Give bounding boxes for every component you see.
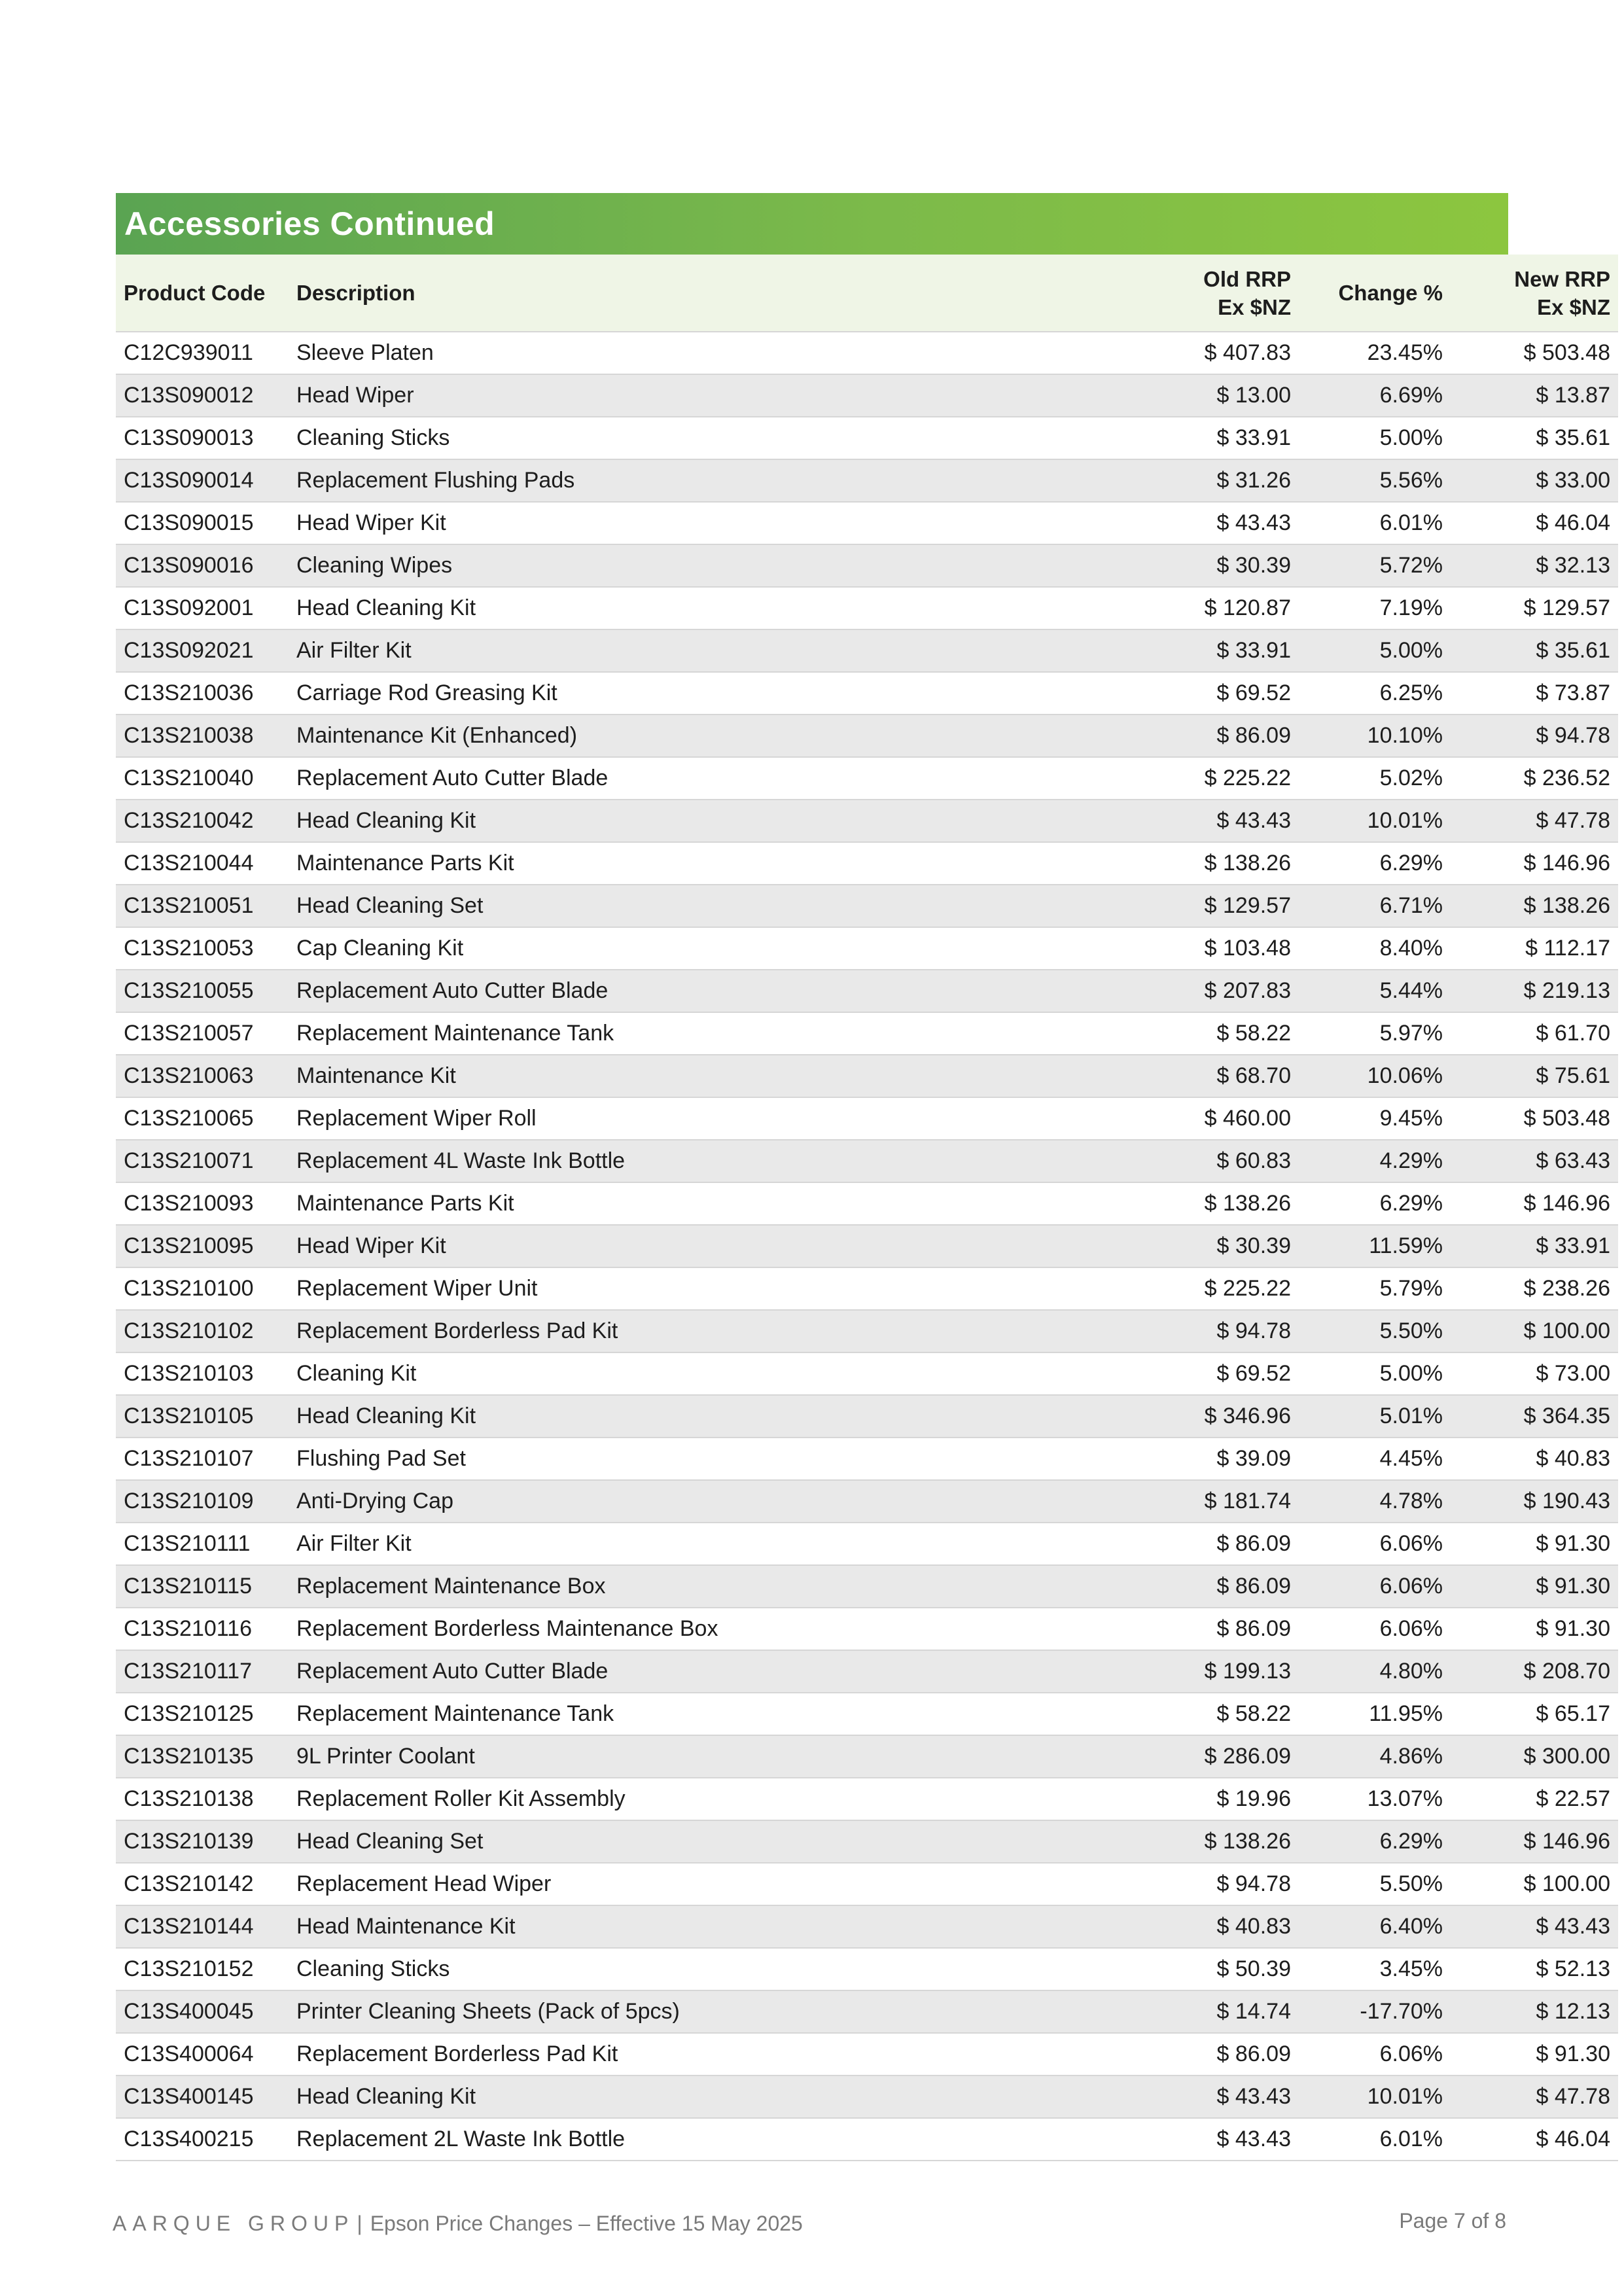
cell-product-code: C13S090015 [124, 510, 254, 535]
table-row [116, 1905, 1618, 1948]
cell-description: Replacement Maintenance Tank [296, 1701, 614, 1726]
cell-description: Sleeve Platen [296, 340, 434, 365]
cell-old-rrp: $ 50.39 [1216, 1956, 1291, 1981]
cell-old-rrp: $ 43.43 [1216, 2127, 1291, 2151]
table-row [116, 1565, 1618, 1608]
cell-product-code: C13S210102 [124, 1318, 254, 1343]
cell-description: Cap Cleaning Kit [296, 936, 464, 961]
cell-change: 4.29% [1379, 1148, 1443, 1173]
cell-product-code: C13S090016 [124, 553, 254, 578]
cell-old-rrp: $ 60.83 [1216, 1148, 1291, 1173]
table-row [116, 2118, 1618, 2161]
cell-change: 5.79% [1379, 1276, 1443, 1301]
cell-new-rrp: $ 73.00 [1536, 1361, 1610, 1386]
table-row [116, 332, 1618, 374]
cell-old-rrp: $ 94.78 [1216, 1318, 1291, 1343]
table-row [116, 715, 1618, 757]
cell-old-rrp: $ 69.52 [1216, 1361, 1291, 1386]
table-row [116, 842, 1618, 885]
cell-new-rrp: $ 33.91 [1536, 1233, 1610, 1258]
cell-old-rrp: $ 460.00 [1204, 1106, 1291, 1131]
table-row [116, 587, 1618, 629]
cell-product-code: C13S400045 [124, 1999, 254, 2024]
cell-old-rrp: $ 69.52 [1216, 680, 1291, 705]
cell-old-rrp: $ 407.83 [1204, 340, 1291, 365]
table-row [116, 1395, 1618, 1438]
cell-product-code: C13S210144 [124, 1914, 254, 1939]
cell-change: 6.01% [1379, 510, 1443, 535]
cell-description: Cleaning Wipes [296, 553, 453, 578]
price-table [116, 255, 1618, 2161]
cell-product-code: C13S210116 [124, 1616, 252, 1641]
cell-description: Replacement Auto Cutter Blade [296, 766, 609, 790]
cell-old-rrp: $ 138.26 [1204, 1829, 1291, 1854]
cell-new-rrp: $ 138.26 [1523, 893, 1610, 918]
cell-old-rrp: $ 86.09 [1216, 723, 1291, 748]
footer-document-title: Epson Price Changes – Effective 15 May 2025 [370, 2212, 803, 2235]
table-row [116, 1990, 1618, 2033]
cell-change: 5.72% [1379, 553, 1443, 578]
cell-new-rrp: $ 91.30 [1536, 1616, 1610, 1641]
cell-product-code: C13S210095 [124, 1233, 254, 1258]
cell-new-rrp: $ 61.70 [1536, 1021, 1610, 1046]
cell-old-rrp: $ 33.91 [1216, 638, 1291, 663]
cell-product-code: C13S400145 [124, 2084, 254, 2109]
cell-old-rrp: $ 94.78 [1216, 1871, 1291, 1896]
cell-description: Replacement Roller Kit Assembly [296, 1786, 626, 1811]
cell-new-rrp: $ 300.00 [1523, 1744, 1610, 1769]
cell-change: 5.02% [1379, 766, 1443, 790]
cell-description: Replacement Wiper Unit [296, 1276, 538, 1301]
table-row [116, 1182, 1618, 1225]
cell-old-rrp: $ 30.39 [1216, 1233, 1291, 1258]
cell-new-rrp: $ 100.00 [1523, 1318, 1610, 1343]
table-row [116, 970, 1618, 1012]
cell-change: -17.70% [1360, 1999, 1443, 2024]
cell-product-code: C13S210111 [124, 1531, 251, 1556]
cell-description: Replacement Borderless Pad Kit [296, 1318, 618, 1343]
cell-old-rrp: $ 43.43 [1216, 808, 1291, 833]
cell-product-code: C13S210063 [124, 1063, 254, 1088]
cell-change: 5.01% [1379, 1404, 1443, 1428]
table-row [116, 1352, 1618, 1395]
cell-change: 5.44% [1379, 978, 1443, 1003]
cell-change: 10.01% [1367, 808, 1443, 833]
cell-old-rrp: $ 86.09 [1216, 1531, 1291, 1556]
cell-product-code: C13S090014 [124, 468, 254, 493]
cell-product-code: C13S210036 [124, 680, 254, 705]
cell-change: 6.25% [1379, 680, 1443, 705]
cell-product-code: C13S210138 [124, 1786, 254, 1811]
cell-description: Replacement Borderless Pad Kit [296, 2041, 618, 2066]
cell-change: 11.59% [1369, 1233, 1443, 1258]
cell-description: Replacement Wiper Roll [296, 1106, 537, 1131]
cell-description: Air Filter Kit [296, 1531, 412, 1556]
cell-change: 10.10% [1367, 723, 1443, 748]
table-body [116, 332, 1618, 2161]
cell-description: Cleaning Sticks [296, 1956, 450, 1981]
cell-product-code: C13S400215 [124, 2127, 254, 2151]
cell-product-code: C13S090012 [124, 383, 254, 408]
cell-change: 4.45% [1379, 1446, 1443, 1471]
cell-old-rrp: $ 120.87 [1204, 595, 1291, 620]
cell-old-rrp: $ 68.70 [1216, 1063, 1291, 1088]
cell-new-rrp: $ 33.00 [1536, 468, 1610, 493]
cell-change: 11.95% [1369, 1701, 1443, 1726]
cell-old-rrp: $ 58.22 [1216, 1021, 1291, 1046]
cell-new-rrp: $ 40.83 [1536, 1446, 1610, 1471]
cell-product-code: C13S210103 [124, 1361, 254, 1386]
cell-new-rrp: $ 46.04 [1536, 510, 1610, 535]
cell-old-rrp: $ 181.74 [1204, 1489, 1291, 1513]
cell-old-rrp: $ 199.13 [1204, 1659, 1291, 1684]
cell-description: Head Cleaning Kit [296, 595, 476, 620]
header-description: Description [296, 281, 415, 305]
cell-change: 9.45% [1379, 1106, 1443, 1131]
cell-new-rrp: $ 73.87 [1536, 680, 1610, 705]
cell-product-code: C13S210152 [124, 1956, 254, 1981]
cell-new-rrp: $ 75.61 [1536, 1063, 1610, 1088]
table-header-row [116, 255, 1618, 332]
cell-product-code: C13S210107 [124, 1446, 254, 1471]
cell-change: 4.78% [1379, 1489, 1443, 1513]
header-old-rrp-line2: Ex $NZ [1218, 294, 1291, 319]
cell-description: Cleaning Kit [296, 1361, 417, 1386]
cell-new-rrp: $ 219.13 [1523, 978, 1610, 1003]
table-row [116, 459, 1618, 502]
header-new-rrp [1451, 255, 1618, 332]
cell-description: 9L Printer Coolant [296, 1744, 475, 1769]
cell-old-rrp: $ 103.48 [1204, 936, 1291, 961]
cell-change: 4.86% [1379, 1744, 1443, 1769]
cell-old-rrp: $ 225.22 [1204, 1276, 1291, 1301]
table-row [116, 800, 1618, 842]
cell-new-rrp: $ 146.96 [1523, 1191, 1610, 1216]
cell-product-code: C13S092021 [124, 638, 254, 663]
cell-change: 6.06% [1379, 1531, 1443, 1556]
cell-old-rrp: $ 40.83 [1216, 1914, 1291, 1939]
cell-new-rrp: $ 503.48 [1523, 1106, 1610, 1131]
cell-new-rrp: $ 503.48 [1523, 340, 1610, 365]
table-row [116, 374, 1618, 417]
cell-change: 5.97% [1379, 1021, 1443, 1046]
cell-new-rrp: $ 238.26 [1523, 1276, 1610, 1301]
table-row [116, 629, 1618, 672]
cell-description: Head Cleaning Set [296, 1829, 484, 1854]
cell-product-code: C13S400064 [124, 2041, 254, 2066]
cell-product-code: C13S210038 [124, 723, 254, 748]
cell-change: 5.50% [1379, 1318, 1443, 1343]
cell-product-code: C13S210125 [124, 1701, 254, 1726]
cell-product-code: C13S210109 [124, 1489, 254, 1513]
cell-old-rrp: $ 225.22 [1204, 766, 1291, 790]
cell-new-rrp: $ 47.78 [1536, 808, 1610, 833]
footer-left [113, 2212, 803, 2236]
cell-new-rrp: $ 22.57 [1536, 1786, 1610, 1811]
cell-old-rrp: $ 33.91 [1216, 425, 1291, 450]
cell-change: 5.50% [1379, 1871, 1443, 1896]
cell-new-rrp: $ 190.43 [1523, 1489, 1610, 1513]
cell-new-rrp: $ 52.13 [1536, 1956, 1610, 1981]
cell-new-rrp: $ 146.96 [1523, 851, 1610, 875]
table-row [116, 1140, 1618, 1182]
table-row [116, 927, 1618, 970]
cell-new-rrp: $ 112.17 [1525, 936, 1610, 961]
table-row [116, 1523, 1618, 1565]
table-row [116, 1693, 1618, 1735]
cell-change: 6.06% [1379, 1574, 1443, 1598]
table-row [116, 1480, 1618, 1523]
cell-change: 7.19% [1379, 595, 1443, 620]
table-row [116, 2033, 1618, 2075]
cell-old-rrp: $ 31.26 [1216, 468, 1291, 493]
cell-description: Flushing Pad Set [296, 1446, 466, 1471]
table-row [116, 1097, 1618, 1140]
cell-new-rrp: $ 91.30 [1536, 1531, 1610, 1556]
cell-product-code: C13S210117 [124, 1659, 252, 1684]
cell-new-rrp: $ 364.35 [1523, 1404, 1610, 1428]
cell-new-rrp: $ 63.43 [1536, 1148, 1610, 1173]
table-row [116, 1863, 1618, 1905]
cell-product-code: C13S210055 [124, 978, 254, 1003]
table-row [116, 1055, 1618, 1097]
header-old-rrp-line1: Old RRP [1203, 266, 1291, 291]
header-new-rrp-line1: New RRP [1514, 266, 1610, 291]
cell-new-rrp: $ 47.78 [1536, 2084, 1610, 2109]
table-row [116, 672, 1618, 715]
cell-old-rrp: $ 286.09 [1204, 1744, 1291, 1769]
cell-new-rrp: $ 129.57 [1523, 595, 1610, 620]
cell-change: 8.40% [1379, 936, 1443, 961]
cell-new-rrp: $ 12.13 [1536, 1999, 1610, 2024]
table-row [116, 1820, 1618, 1863]
cell-change: 6.71% [1379, 893, 1443, 918]
table-row [116, 1650, 1618, 1693]
cell-product-code: C13S210142 [124, 1871, 254, 1896]
cell-product-code: C13S210139 [124, 1829, 254, 1854]
cell-old-rrp: $ 43.43 [1216, 510, 1291, 535]
table-row [116, 1225, 1618, 1267]
cell-new-rrp: $ 100.00 [1523, 1871, 1610, 1896]
cell-product-code: C13S210065 [124, 1106, 254, 1131]
cell-change: 5.00% [1379, 1361, 1443, 1386]
cell-change: 6.29% [1379, 1191, 1443, 1216]
cell-new-rrp: $ 208.70 [1523, 1659, 1610, 1684]
cell-product-code: C13S210051 [124, 893, 254, 918]
cell-description: Head Cleaning Kit [296, 1404, 476, 1428]
cell-description: Head Wiper Kit [296, 510, 446, 535]
cell-old-rrp: $ 86.09 [1216, 1616, 1291, 1641]
page-number: Page 7 of 8 [1399, 2209, 1506, 2233]
cell-description: Replacement Maintenance Box [296, 1574, 606, 1598]
table-row [116, 502, 1618, 544]
cell-old-rrp: $ 39.09 [1216, 1446, 1291, 1471]
table-row [116, 1012, 1618, 1055]
cell-description: Head Cleaning Set [296, 893, 484, 918]
accessories-section [116, 193, 1610, 2161]
table-row [116, 1438, 1618, 1480]
cell-description: Head Wiper Kit [296, 1233, 446, 1258]
cell-description: Replacement Head Wiper [296, 1871, 552, 1896]
cell-change: 6.69% [1379, 383, 1443, 408]
cell-product-code: C13S210105 [124, 1404, 254, 1428]
cell-product-code: C13S210071 [124, 1148, 254, 1173]
cell-change: 6.29% [1379, 851, 1443, 875]
cell-new-rrp: $ 236.52 [1523, 766, 1610, 790]
cell-change: 5.00% [1379, 638, 1443, 663]
cell-description: Replacement Auto Cutter Blade [296, 1659, 609, 1684]
cell-old-rrp: $ 14.74 [1216, 1999, 1291, 2024]
table-row [116, 1608, 1618, 1650]
cell-old-rrp: $ 58.22 [1216, 1701, 1291, 1726]
cell-new-rrp: $ 35.61 [1536, 425, 1610, 450]
cell-product-code: C13S090013 [124, 425, 254, 450]
cell-product-code: C13S210057 [124, 1021, 254, 1046]
table-row [116, 757, 1618, 800]
cell-description: Head Wiper [296, 383, 414, 408]
cell-description: Replacement 2L Waste Ink Bottle [296, 2127, 626, 2151]
cell-product-code: C13S210135 [124, 1744, 254, 1769]
footer-separator: | [357, 2212, 362, 2235]
cell-old-rrp: $ 138.26 [1204, 1191, 1291, 1216]
cell-old-rrp: $ 13.00 [1216, 383, 1291, 408]
cell-new-rrp: $ 91.30 [1536, 1574, 1610, 1598]
cell-new-rrp: $ 146.96 [1523, 1829, 1610, 1854]
cell-change: 10.06% [1367, 1063, 1443, 1088]
cell-description: Replacement Maintenance Tank [296, 1021, 614, 1046]
cell-description: Maintenance Parts Kit [296, 1191, 514, 1216]
section-header-bar [116, 193, 1508, 255]
cell-product-code: C13S092001 [124, 595, 254, 620]
cell-new-rrp: $ 35.61 [1536, 638, 1610, 663]
cell-description: Head Cleaning Kit [296, 808, 476, 833]
cell-description: Maintenance Kit (Enhanced) [296, 723, 578, 748]
cell-old-rrp: $ 346.96 [1204, 1404, 1291, 1428]
cell-old-rrp: $ 30.39 [1216, 553, 1291, 578]
cell-description: Replacement Auto Cutter Blade [296, 978, 609, 1003]
cell-product-code: C13S210040 [124, 766, 254, 790]
cell-description: Cleaning Sticks [296, 425, 450, 450]
cell-new-rrp: $ 46.04 [1536, 2127, 1610, 2151]
cell-description: Maintenance Parts Kit [296, 851, 514, 875]
table-row [116, 1310, 1618, 1352]
cell-new-rrp: $ 94.78 [1536, 723, 1610, 748]
table-row [116, 1948, 1618, 1990]
cell-change: 6.06% [1379, 2041, 1443, 2066]
cell-change: 5.00% [1379, 425, 1443, 450]
cell-description: Head Maintenance Kit [296, 1914, 516, 1939]
table-row [116, 544, 1618, 587]
cell-old-rrp: $ 207.83 [1204, 978, 1291, 1003]
header-old-rrp [1034, 255, 1299, 332]
table-row [116, 1735, 1618, 1778]
cell-change: 13.07% [1367, 1786, 1443, 1811]
header-change: Change % [1338, 281, 1443, 305]
cell-description: Anti-Drying Cap [296, 1489, 453, 1513]
cell-product-code: C13S210044 [124, 851, 254, 875]
cell-change: 4.80% [1379, 1659, 1443, 1684]
table-row [116, 1778, 1618, 1820]
cell-description: Replacement Borderless Maintenance Box [296, 1616, 718, 1641]
table-row [116, 2075, 1618, 2118]
cell-description: Carriage Rod Greasing Kit [296, 680, 557, 705]
table-row [116, 885, 1618, 927]
cell-description: Air Filter Kit [296, 638, 412, 663]
cell-description: Printer Cleaning Sheets (Pack of 5pcs) [296, 1999, 680, 2024]
cell-product-code: C13S210093 [124, 1191, 254, 1216]
cell-description: Replacement Flushing Pads [296, 468, 575, 493]
cell-old-rrp: $ 129.57 [1204, 893, 1291, 918]
cell-product-code: C13S210042 [124, 808, 254, 833]
cell-change: 5.56% [1379, 468, 1443, 493]
cell-description: Replacement 4L Waste Ink Bottle [296, 1148, 626, 1173]
cell-new-rrp: $ 13.87 [1536, 383, 1610, 408]
cell-new-rrp: $ 91.30 [1536, 2041, 1610, 2066]
cell-change: 3.45% [1379, 1956, 1443, 1981]
cell-new-rrp: $ 65.17 [1536, 1701, 1610, 1726]
cell-change: 10.01% [1367, 2084, 1443, 2109]
cell-product-code: C12C939011 [124, 340, 253, 365]
cell-change: 6.29% [1379, 1829, 1443, 1854]
table-row [116, 1267, 1618, 1310]
cell-change: 6.01% [1379, 2127, 1443, 2151]
cell-old-rrp: $ 43.43 [1216, 2084, 1291, 2109]
header-product-code: Product Code [124, 281, 266, 305]
cell-product-code: C13S210053 [124, 936, 254, 961]
header-new-rrp-line2: Ex $NZ [1537, 294, 1610, 319]
cell-change: 23.45% [1367, 340, 1443, 365]
cell-change: 6.40% [1379, 1914, 1443, 1939]
cell-old-rrp: $ 86.09 [1216, 2041, 1291, 2066]
cell-old-rrp: $ 19.96 [1216, 1786, 1291, 1811]
section-title: Accessories Continued [124, 205, 495, 242]
cell-change: 6.06% [1379, 1616, 1443, 1641]
table-row [116, 417, 1618, 459]
cell-description: Head Cleaning Kit [296, 2084, 476, 2109]
footer-brand: AARQUE GROUP [113, 2212, 355, 2235]
cell-new-rrp: $ 32.13 [1536, 553, 1610, 578]
cell-new-rrp: $ 43.43 [1536, 1914, 1610, 1939]
cell-product-code: C13S210115 [124, 1574, 252, 1598]
cell-product-code: C13S210100 [124, 1276, 254, 1301]
cell-old-rrp: $ 138.26 [1204, 851, 1291, 875]
cell-description: Maintenance Kit [296, 1063, 456, 1088]
cell-old-rrp: $ 86.09 [1216, 1574, 1291, 1598]
